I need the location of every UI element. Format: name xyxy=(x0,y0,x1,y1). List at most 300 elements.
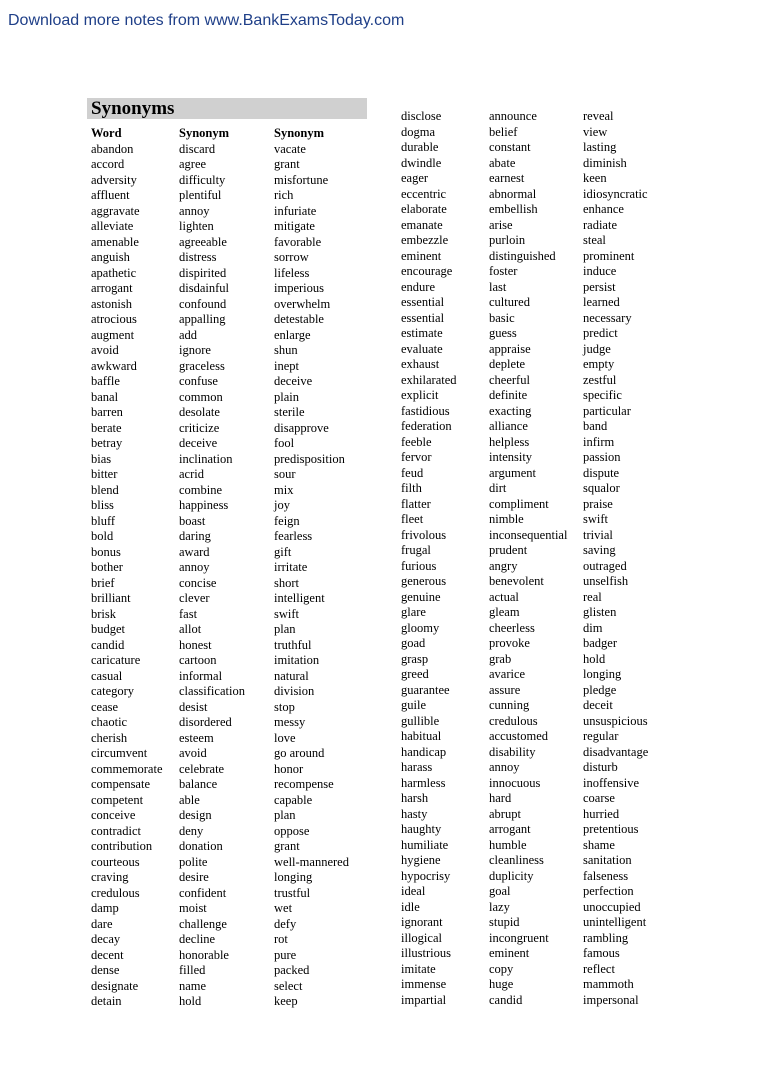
synonym-cell: prominent xyxy=(583,248,635,263)
word-cell: caricature xyxy=(91,653,141,667)
synonym-cell: dim xyxy=(583,620,603,635)
synonym-cell: squalor xyxy=(583,481,620,495)
synonym-cell: abnormal xyxy=(489,186,537,201)
word-cell: banal xyxy=(91,389,119,404)
synonym-cell: mix xyxy=(274,482,294,497)
synonym-cell: induce xyxy=(583,264,617,278)
synonym-cell: donation xyxy=(179,839,223,853)
synonym-cell: learned xyxy=(583,295,620,309)
synonym-cell: longing xyxy=(583,667,622,681)
synonym-cell: rot xyxy=(274,932,288,946)
synonym-cell: honorable xyxy=(179,947,229,962)
table-row xyxy=(401,605,673,621)
word-cell: bliss xyxy=(91,498,114,512)
synonym-cell: desire xyxy=(179,870,209,884)
table-row xyxy=(401,140,673,156)
word-cell: ideal xyxy=(401,884,426,898)
synonym-cell: gift xyxy=(274,544,292,559)
word-cell: compensate xyxy=(91,777,151,791)
table-row xyxy=(401,435,673,451)
synonym-cell: real xyxy=(583,589,602,604)
synonym-cell: plan xyxy=(274,808,296,822)
table-row xyxy=(401,264,673,280)
table-row xyxy=(91,731,364,747)
synonym-cell: grab xyxy=(489,651,512,666)
word-cell: feeble xyxy=(401,434,432,449)
synonym-cell: angry xyxy=(489,558,518,573)
synonym-cell: avarice xyxy=(489,667,526,681)
synonym-cell: fool xyxy=(274,436,295,450)
word-cell: aggravate xyxy=(91,203,140,218)
synonym-cell: disapprove xyxy=(274,420,329,435)
synonym-cell: plentiful xyxy=(179,188,222,202)
synonym-cell: guess xyxy=(489,326,517,340)
word-cell: estimate xyxy=(401,326,443,340)
synonym-cell: innocuous xyxy=(489,775,541,790)
table-row xyxy=(401,915,673,931)
synonym-cell: ignore xyxy=(179,343,211,357)
synonym-cell: keen xyxy=(583,171,607,185)
table-row xyxy=(91,979,364,995)
synonym-cell: accustomed xyxy=(489,729,549,743)
synonym-cell: hard xyxy=(489,791,512,805)
synonym-cell: inconsequential xyxy=(489,527,568,542)
word-cell: eccentric xyxy=(401,186,447,201)
word-cell: avoid xyxy=(91,343,119,357)
synonym-cell: inclination xyxy=(179,451,233,466)
synonym-cell: honor xyxy=(274,761,304,776)
word-cell: disclose xyxy=(401,109,442,123)
synonym-cell: deceive xyxy=(179,436,218,450)
table-row xyxy=(91,204,364,220)
word-cell: imitate xyxy=(401,961,436,976)
table-row xyxy=(91,359,364,375)
table-row xyxy=(401,202,673,218)
synonym-cell: enhance xyxy=(583,202,624,216)
table-row xyxy=(401,528,673,544)
table-row xyxy=(401,326,673,342)
synonym-cell: swift xyxy=(583,512,608,526)
table-row xyxy=(401,419,673,435)
table-row xyxy=(401,884,673,900)
table-row xyxy=(91,808,364,824)
synonym-table-right xyxy=(401,109,673,1008)
table-row xyxy=(401,931,673,947)
synonym-cell: messy xyxy=(274,715,306,729)
table-row xyxy=(91,762,364,778)
table-row xyxy=(401,822,673,838)
word-cell: immense xyxy=(401,977,447,991)
synonym-cell: hurried xyxy=(583,806,620,821)
word-cell: atrocious xyxy=(91,312,137,326)
table-row xyxy=(91,514,364,530)
word-cell: explicit xyxy=(401,388,439,402)
table-row xyxy=(91,545,364,561)
synonym-cell: intensity xyxy=(489,450,533,464)
table-row xyxy=(401,543,673,559)
word-cell: adversity xyxy=(91,172,137,187)
synonym-cell: swift xyxy=(274,606,299,621)
synonym-cell: dirt xyxy=(489,481,507,495)
table-row xyxy=(401,636,673,652)
word-cell: awkward xyxy=(91,358,137,373)
synonym-cell: difficulty xyxy=(179,172,226,187)
word-cell: hasty xyxy=(401,806,428,821)
synonym-cell: fast xyxy=(179,606,198,621)
word-cell: goad xyxy=(401,636,426,650)
synonym-cell: moist xyxy=(179,901,207,915)
table-row xyxy=(401,977,673,993)
synonym-cell: abrupt xyxy=(489,806,521,821)
synonym-cell: desist xyxy=(179,699,208,714)
synonym-cell: predisposition xyxy=(274,451,345,466)
word-cell: idle xyxy=(401,899,420,914)
synonym-cell: plan xyxy=(274,622,296,636)
table-row xyxy=(91,948,364,964)
synonym-cell: radiate xyxy=(583,217,618,232)
table-row xyxy=(401,357,673,373)
synonym-cell: distress xyxy=(179,250,217,264)
synonym-cell: defy xyxy=(274,916,297,931)
word-cell: anguish xyxy=(91,250,130,264)
synonym-cell: glisten xyxy=(583,605,617,619)
synonym-cell: sour xyxy=(274,467,296,481)
synonym-cell: grant xyxy=(274,157,300,171)
word-cell: exhaust xyxy=(401,357,440,371)
synonym-cell: agreeable xyxy=(179,234,227,249)
word-cell: harmless xyxy=(401,775,446,790)
word-cell: elaborate xyxy=(401,202,447,216)
synonym-cell: cleanliness xyxy=(489,853,544,867)
synonym-cell: confident xyxy=(179,885,227,900)
word-cell: decay xyxy=(91,932,121,946)
word-cell: frivolous xyxy=(401,527,447,542)
synonym-cell: sanitation xyxy=(583,853,632,867)
synonym-cell: provoke xyxy=(489,636,530,650)
table-row xyxy=(401,249,673,265)
download-banner[interactable]: Download more notes from www.BankExamsToday.com xyxy=(8,12,405,29)
synonym-cell: disdainful xyxy=(179,281,229,295)
table-row xyxy=(91,281,364,297)
table-row xyxy=(91,297,364,313)
section-title: Synonyms xyxy=(87,98,367,119)
word-cell: ignorant xyxy=(401,915,443,929)
synonym-cell: inept xyxy=(274,358,299,373)
synonym-cell: name xyxy=(179,978,207,993)
synonym-cell: decline xyxy=(179,932,216,946)
table-row xyxy=(91,173,364,189)
table-row xyxy=(91,839,364,855)
table-row xyxy=(401,373,673,389)
synonym-cell: distinguished xyxy=(489,248,556,263)
synonym-cell: announce xyxy=(489,109,537,123)
synonym-cell: lasting xyxy=(583,140,617,154)
table-row xyxy=(91,638,364,654)
synonym-cell: huge xyxy=(489,977,514,991)
synonym-cell: add xyxy=(179,327,198,342)
word-cell: fastidious xyxy=(401,403,450,418)
synonym-cell: division xyxy=(274,684,315,698)
table-row xyxy=(91,653,364,669)
synonym-cell: confuse xyxy=(179,374,218,388)
synonym-cell: assure xyxy=(489,682,521,697)
synonym-cell: natural xyxy=(274,668,309,683)
synonym-cell: definite xyxy=(489,388,528,402)
table-row xyxy=(91,235,364,251)
word-cell: greed xyxy=(401,667,429,681)
synonym-cell: impersonal xyxy=(583,992,639,1007)
synonym-cell: short xyxy=(274,575,299,590)
word-cell: encourage xyxy=(401,264,453,278)
synonym-cell: stop xyxy=(274,699,295,714)
word-cell: guile xyxy=(401,698,426,712)
synonym-cell: infuriate xyxy=(274,203,317,218)
word-cell: fleet xyxy=(401,512,424,526)
header-synonym-2: Synonym xyxy=(274,126,325,140)
synonym-cell: deplete xyxy=(489,357,526,371)
synonym-cell: desolate xyxy=(179,405,220,419)
synonym-cell: wet xyxy=(274,901,293,915)
synonym-cell: specific xyxy=(583,388,622,402)
word-cell: brisk xyxy=(91,606,116,621)
word-cell: essential xyxy=(401,295,445,309)
word-cell: astonish xyxy=(91,296,132,311)
synonym-cell: detestable xyxy=(274,312,324,326)
word-cell: dare xyxy=(91,916,113,931)
word-cell: impartial xyxy=(401,992,447,1007)
word-cell: dense xyxy=(91,963,120,977)
synonym-cell: prudent xyxy=(489,543,528,557)
table-row xyxy=(401,590,673,606)
synonym-cell: compliment xyxy=(489,496,549,511)
table-row xyxy=(91,901,364,917)
synonym-cell: purloin xyxy=(489,233,526,247)
synonym-cell: joy xyxy=(274,498,290,512)
table-row xyxy=(401,698,673,714)
word-cell: haughty xyxy=(401,822,442,836)
table-row xyxy=(91,963,364,979)
table-row xyxy=(91,188,364,204)
synonym-cell: empty xyxy=(583,357,615,371)
synonym-cell: humble xyxy=(489,837,527,852)
synonym-cell: inoffensive xyxy=(583,775,640,790)
synonym-cell: discard xyxy=(179,141,216,156)
word-cell: detain xyxy=(91,994,122,1008)
synonym-cell: argument xyxy=(489,465,536,480)
word-cell: emanate xyxy=(401,217,443,232)
table-row xyxy=(91,266,364,282)
synonym-cell: famous xyxy=(583,946,620,960)
synonym-cell: rambling xyxy=(583,930,629,945)
synonym-cell: foster xyxy=(489,264,518,278)
word-cell: handicap xyxy=(401,744,447,759)
word-cell: contradict xyxy=(91,823,141,838)
table-row xyxy=(91,746,364,762)
word-cell: eminent xyxy=(401,248,442,263)
table-row xyxy=(401,714,673,730)
table-row xyxy=(91,715,364,731)
word-cell: harass xyxy=(401,760,433,774)
synonym-cell: benevolent xyxy=(489,574,544,588)
synonym-cell: well-mannered xyxy=(274,854,349,869)
synonym-cell: allot xyxy=(179,622,202,636)
word-cell: hypocrisy xyxy=(401,868,451,883)
synonym-cell: cheerful xyxy=(489,372,530,387)
word-cell: evaluate xyxy=(401,341,443,356)
table-row xyxy=(91,607,364,623)
synonym-cell: celebrate xyxy=(179,761,225,776)
synonym-cell: disordered xyxy=(179,715,232,729)
synonym-cell: coarse xyxy=(583,791,615,805)
synonym-cell: trivial xyxy=(583,527,613,542)
synonym-cell: avoid xyxy=(179,746,207,760)
synonym-cell: zestful xyxy=(583,372,617,387)
synonym-cell: balance xyxy=(179,777,218,791)
synonym-cell: falseness xyxy=(583,868,629,883)
synonym-cell: love xyxy=(274,730,296,745)
word-cell: bluff xyxy=(91,513,116,528)
table-row xyxy=(91,576,364,592)
word-cell: baffle xyxy=(91,374,120,388)
synonym-cell: acrid xyxy=(179,467,204,481)
table-row xyxy=(401,776,673,792)
table-row xyxy=(91,483,364,499)
synonym-cell: disturb xyxy=(583,760,618,774)
synonym-cell: persist xyxy=(583,279,616,294)
word-cell: budget xyxy=(91,622,126,636)
synonym-cell: unselfish xyxy=(583,574,629,588)
word-cell: affluent xyxy=(91,188,130,202)
synonym-cell: eminent xyxy=(489,946,530,960)
synonym-cell: recompense xyxy=(274,777,334,791)
synonym-cell: necessary xyxy=(583,310,632,325)
word-cell: dogma xyxy=(401,124,436,139)
table-row xyxy=(401,574,673,590)
word-cell: harsh xyxy=(401,791,429,805)
word-cell: contribution xyxy=(91,839,153,853)
word-cell: barren xyxy=(91,405,123,419)
synonym-cell: capable xyxy=(274,792,313,807)
synonym-cell: belief xyxy=(489,124,518,139)
table-row xyxy=(91,777,364,793)
synonym-cell: passion xyxy=(583,450,621,464)
table-row xyxy=(91,684,364,700)
synonym-cell: able xyxy=(179,792,200,807)
word-cell: casual xyxy=(91,668,123,683)
synonym-cell: band xyxy=(583,419,608,433)
synonym-cell: vacate xyxy=(274,141,306,156)
synonym-cell: perfection xyxy=(583,884,634,898)
table-row xyxy=(401,667,673,683)
synonym-cell: daring xyxy=(179,529,211,543)
table-row xyxy=(401,760,673,776)
synonym-cell: appalling xyxy=(179,312,226,326)
word-cell: genuine xyxy=(401,589,441,604)
synonym-cell: lighten xyxy=(179,219,214,233)
word-cell: grasp xyxy=(401,651,429,666)
word-cell: courteous xyxy=(91,854,140,869)
synonym-cell: unintelligent xyxy=(583,915,647,929)
synonym-cell: duplicity xyxy=(489,868,534,883)
synonym-cell: candid xyxy=(489,992,523,1007)
table-row xyxy=(401,481,673,497)
word-cell: exhilarated xyxy=(401,372,457,387)
synonym-cell: basic xyxy=(489,310,515,325)
synonym-cell: criticize xyxy=(179,420,220,435)
synonym-cell: misfortune xyxy=(274,172,329,187)
synonym-cell: pretentious xyxy=(583,822,639,836)
table-row xyxy=(401,652,673,668)
synonym-cell: actual xyxy=(489,589,519,604)
synonym-cell: dispirited xyxy=(179,265,227,280)
word-cell: cherish xyxy=(91,730,128,745)
word-cell: damp xyxy=(91,901,119,915)
synonym-cell: cunning xyxy=(489,698,530,712)
table-row xyxy=(91,312,364,328)
synonym-cell: polite xyxy=(179,854,208,869)
table-row xyxy=(91,250,364,266)
table-row xyxy=(91,157,364,173)
word-cell: gullible xyxy=(401,713,440,728)
synonym-cell: informal xyxy=(179,668,223,683)
word-cell: guarantee xyxy=(401,682,450,697)
synonym-cell: pledge xyxy=(583,682,617,697)
word-cell: chaotic xyxy=(91,715,128,729)
synonym-cell: constant xyxy=(489,140,531,154)
synonym-cell: filled xyxy=(179,963,206,977)
table-row xyxy=(401,559,673,575)
synonym-cell: go around xyxy=(274,746,325,760)
table-row xyxy=(91,328,364,344)
word-cell: bold xyxy=(91,529,114,543)
table-row xyxy=(401,497,673,513)
table-row xyxy=(91,560,364,576)
synonym-cell: last xyxy=(489,279,507,294)
synonym-cell: incongruent xyxy=(489,930,549,945)
table-row xyxy=(401,512,673,528)
table-row xyxy=(91,421,364,437)
table-row xyxy=(401,946,673,962)
table-row xyxy=(91,219,364,235)
table-row xyxy=(401,621,673,637)
synonym-cell: saving xyxy=(583,543,616,557)
word-cell: alleviate xyxy=(91,219,134,233)
synonym-cell: disability xyxy=(489,744,536,759)
word-cell: habitual xyxy=(401,729,442,743)
table-row xyxy=(401,450,673,466)
synonym-cell: happiness xyxy=(179,498,229,512)
word-cell: flatter xyxy=(401,496,431,511)
synonym-cell: esteem xyxy=(179,730,214,745)
synonym-cell: lazy xyxy=(489,899,510,914)
table-row xyxy=(401,791,673,807)
table-row xyxy=(91,142,364,158)
synonym-cell: arise xyxy=(489,217,513,232)
synonym-cell: irritate xyxy=(274,560,308,574)
table-row xyxy=(91,669,364,685)
synonym-cell: fearless xyxy=(274,529,313,543)
word-cell: commemorate xyxy=(91,761,163,776)
table-row xyxy=(401,233,673,249)
word-cell: humiliate xyxy=(401,837,449,852)
table-row xyxy=(401,838,673,854)
synonym-cell: idiosyncratic xyxy=(583,186,648,201)
word-cell: furious xyxy=(401,558,437,573)
synonym-cell: reflect xyxy=(583,961,615,976)
table-row xyxy=(401,388,673,404)
table-row xyxy=(91,994,364,1010)
table-row xyxy=(91,824,364,840)
